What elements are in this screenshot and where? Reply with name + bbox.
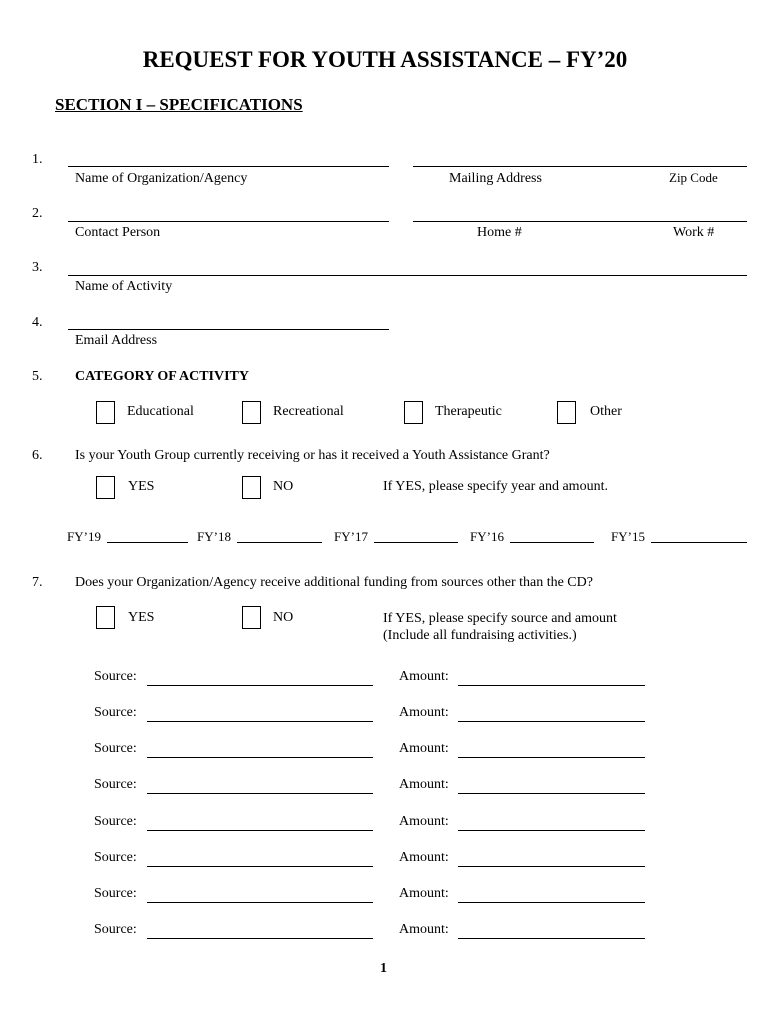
fy17-label: FY’17 <box>334 529 368 544</box>
home-phone-label: Home # <box>477 225 522 240</box>
fundraising-note: (Include all fundraising activities.) <box>383 628 577 643</box>
amount-input-line[interactable] <box>458 793 645 794</box>
section-heading: SECTION I – SPECIFICATIONS <box>55 95 303 114</box>
amount-input-line[interactable] <box>458 757 645 758</box>
source-input-line[interactable] <box>147 757 373 758</box>
amount-input-line[interactable] <box>458 938 645 939</box>
mailing-address-input-line[interactable] <box>413 166 747 167</box>
form-title: REQUEST FOR YOUTH ASSISTANCE – FY’20 <box>142 47 628 72</box>
amount-label: Amount: <box>399 814 449 829</box>
category-heading: CATEGORY OF ACTIVITY <box>75 369 250 384</box>
contact-person-label: Contact Person <box>75 225 161 240</box>
amount-label: Amount: <box>399 705 449 720</box>
therapeutic-checkbox[interactable] <box>404 401 423 424</box>
fy18-label: FY’18 <box>197 529 231 544</box>
amount-label: Amount: <box>399 741 449 756</box>
source-input-line[interactable] <box>147 721 373 722</box>
amount-label: Amount: <box>399 850 449 865</box>
fy19-input-line[interactable] <box>107 542 188 543</box>
grant-yes-checkbox[interactable] <box>96 476 115 499</box>
source-label: Source: <box>94 777 137 792</box>
grant-no-label: NO <box>273 479 294 494</box>
organization-input-line[interactable] <box>68 166 389 167</box>
item-number-5: 5. <box>32 369 43 384</box>
item-number-4: 4. <box>32 315 43 330</box>
email-label: Email Address <box>75 333 158 348</box>
educational-label: Educational <box>127 404 194 419</box>
source-label: Source: <box>94 886 137 901</box>
grant-no-checkbox[interactable] <box>242 476 261 499</box>
therapeutic-label: Therapeutic <box>435 404 502 419</box>
item-number-2: 2. <box>32 206 43 221</box>
item-number-6: 6. <box>32 448 43 463</box>
item-number-3: 3. <box>32 260 43 275</box>
grant-question: Is your Youth Group currently receiving or has it received a Youth Assistance Grant? <box>75 448 550 463</box>
source-label: Source: <box>94 705 137 720</box>
funding-yes-checkbox[interactable] <box>96 606 115 629</box>
funding-no-checkbox[interactable] <box>242 606 261 629</box>
activity-name-input-line[interactable] <box>68 275 747 276</box>
mailing-address-label: Mailing Address <box>449 171 542 186</box>
fy18-input-line[interactable] <box>237 542 322 543</box>
work-phone-label: Work # <box>673 225 715 240</box>
zip-code-label: Zip Code <box>669 170 718 185</box>
source-input-line[interactable] <box>147 830 373 831</box>
source-label: Source: <box>94 814 137 829</box>
amount-label: Amount: <box>399 777 449 792</box>
amount-label: Amount: <box>399 922 449 937</box>
other-label: Other <box>590 404 622 419</box>
amount-label: Amount: <box>399 669 449 684</box>
phone-input-line[interactable] <box>413 221 747 222</box>
fy15-input-line[interactable] <box>651 542 747 543</box>
source-label: Source: <box>94 922 137 937</box>
email-input-line[interactable] <box>68 329 389 330</box>
funding-no-label: NO <box>273 610 294 625</box>
other-checkbox[interactable] <box>557 401 576 424</box>
amount-label: Amount: <box>399 886 449 901</box>
amount-input-line[interactable] <box>458 866 645 867</box>
page-number: 1 <box>380 961 387 976</box>
source-input-line[interactable] <box>147 793 373 794</box>
amount-input-line[interactable] <box>458 721 645 722</box>
item-number-1: 1. <box>32 152 43 167</box>
source-label: Source: <box>94 741 137 756</box>
contact-person-input-line[interactable] <box>68 221 389 222</box>
grant-specify-note: If YES, please specify year and amount. <box>383 479 608 494</box>
funding-question: Does your Organization/Agency receive additional funding from sources other than the CD? <box>75 575 593 590</box>
item-number-7: 7. <box>32 575 43 590</box>
organization-label: Name of Organization/Agency <box>75 171 248 186</box>
grant-yes-label: YES <box>128 479 155 494</box>
fy16-input-line[interactable] <box>510 542 594 543</box>
fy16-label: FY’16 <box>470 529 504 544</box>
source-input-line[interactable] <box>147 866 373 867</box>
funding-specify-note: If YES, please specify source and amount <box>383 611 617 626</box>
fy15-label: FY’15 <box>611 529 645 544</box>
fy17-input-line[interactable] <box>374 542 458 543</box>
source-input-line[interactable] <box>147 902 373 903</box>
recreational-label: Recreational <box>273 404 344 419</box>
source-input-line[interactable] <box>147 938 373 939</box>
amount-input-line[interactable] <box>458 902 645 903</box>
recreational-checkbox[interactable] <box>242 401 261 424</box>
amount-input-line[interactable] <box>458 685 645 686</box>
funding-yes-label: YES <box>128 610 155 625</box>
source-label: Source: <box>94 850 137 865</box>
source-label: Source: <box>94 669 137 684</box>
fy19-label: FY’19 <box>67 529 101 544</box>
source-input-line[interactable] <box>147 685 373 686</box>
amount-input-line[interactable] <box>458 830 645 831</box>
activity-name-label: Name of Activity <box>75 279 173 294</box>
educational-checkbox[interactable] <box>96 401 115 424</box>
